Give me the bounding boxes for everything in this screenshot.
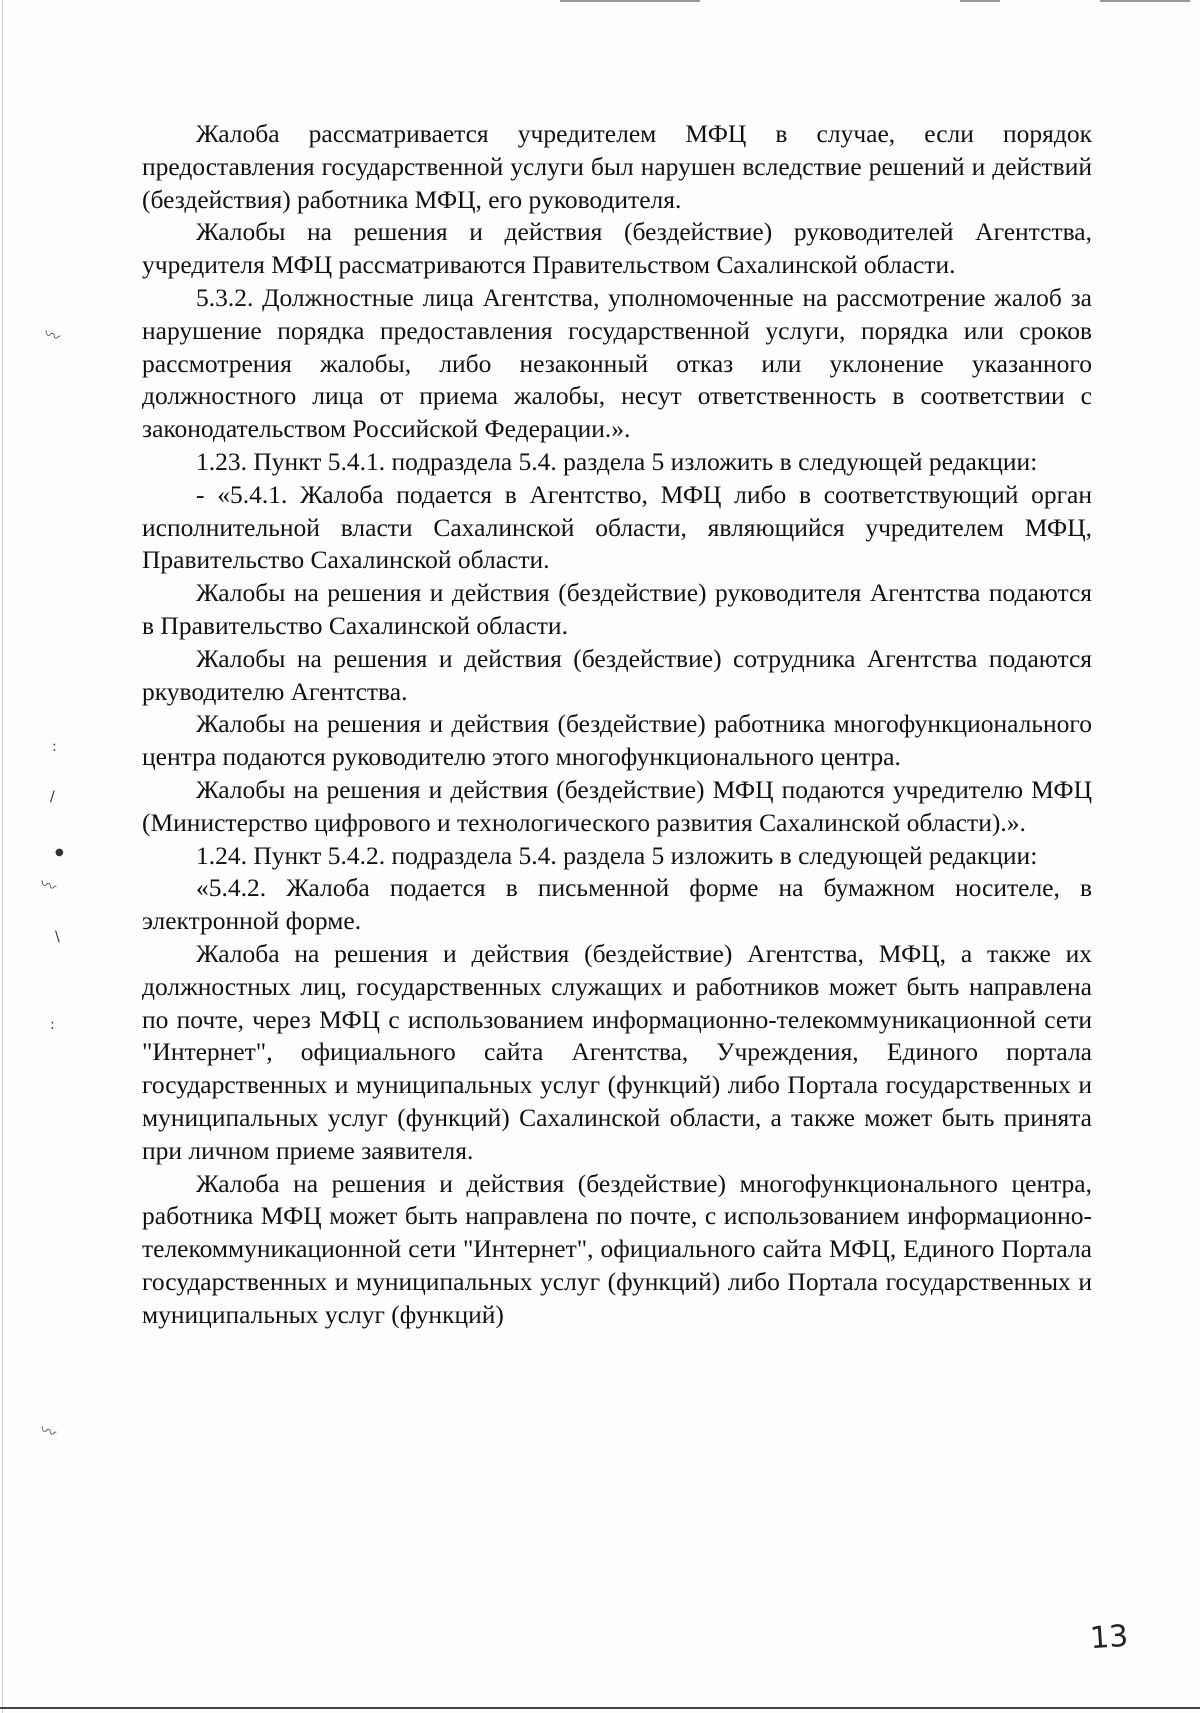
scan-artifact-left-edge: [2, 0, 3, 1713]
scan-artifact-bottom-line: [0, 1707, 1200, 1709]
paragraph-complaint-submission-channels: Жалоба на решения и действия (бездействие) Агентства, МФЦ, а также их должностных лиц, государственных служащих и работников может быть направлена по почте, через МФЦ с использованием информационно-телекоммуникационной сети "Интернет", официального сайта Агентства, Учреждения, Единого портала государственных и муниципальных услуг (функций) либо Портала государственных и муниципальных услуг (функций) Сахалинской области, а также может быть принята при личном приеме заявителя.: [142, 938, 1092, 1165]
paragraph-5-3-2: 5.3.2. Должностные лица Агентства, уполномоченные на рассмотрение жалоб за нарушение порядка предоставления государственной услуги, порядка или сроков рассмотрения жалобы, либо незаконный отказ или уклонение указанного должностного лица от приема жалобы, несут ответственность в соответствии с законодательством Российской Федерации.».: [142, 282, 1092, 444]
paragraph-1-23: 1.23. Пункт 5.4.1. подраздела 5.4. раздела 5 изложить в следующей редакции:: [196, 446, 1038, 476]
paragraph-mfc-complaint-review: Жалоба рассматривается учредителем МФЦ в случае, если порядок предоставления государственной услуги был нарушен вследствие решений и действий (бездействия) работника МФЦ, его руководителя.: [142, 119, 1092, 214]
scan-artifact-top-line: [560, 0, 700, 2]
scan-speck: 〰: [41, 323, 63, 348]
scan-speck: :: [52, 739, 57, 755]
scan-speck: ●: [55, 847, 64, 858]
scan-speck: /: [50, 789, 55, 805]
scan-speck: \: [55, 929, 60, 945]
paragraph-5-4-1: - «5.4.1. Жалоба подается в Агентство, МФЦ либо в соответствующий орган исполнительной власти Сахалинской области, являющийся учредителем МФЦ, Правительство Сахалинской области.: [142, 479, 1092, 575]
page-number: 13: [1088, 1618, 1130, 1657]
paragraph-mfc-complaints-founder: Жалобы на решения и действия (бездействие) МФЦ подаются учредителю МФЦ (Министерство цифрового и технологического развития Сахалинской области).».: [142, 774, 1092, 837]
paragraph-mfc-complaint-submission: Жалоба на решения и действия (бездействие) многофункционального центра, работника МФЦ может быть направлена по почте, с использованием информационно-телекоммуникационной сети "Интернет", официального сайта МФЦ, Единого Портала государственных и муниципальных услуг (функций) либо Портала государственных и муниципальных услуг (функций): [142, 1168, 1092, 1329]
scan-artifact-top-line-right: [1100, 0, 1190, 2]
paragraph-agency-head-complaints: Жалобы на решения и действия (бездействие) руководителя Агентства подаются в Правительство Сахалинской области.: [142, 578, 1092, 640]
scan-speck: :: [50, 1017, 55, 1033]
paragraph-1-24: 1.24. Пункт 5.4.2. подраздела 5.4. раздела 5 изложить в следующей редакции:: [196, 840, 1038, 870]
paragraph-agency-employee-complaints: Жалобы на решения и действия (бездействие) сотрудника Агентства подаются ркуводителю Агентства.: [142, 643, 1092, 706]
paragraph-agency-heads-complaints: Жалобы на решения и действия (бездействие) руководителей Агентства, учредителя МФЦ рассматриваются Правительством Сахалинской области.: [142, 217, 1092, 280]
scan-artifact-top-line-short: [960, 0, 1000, 2]
scan-speck: 〰: [37, 873, 59, 898]
paragraph-mfc-worker-complaints: Жалобы на решения и действия (бездействие) работника многофункционального центра подаются руководителю этого многофункционального центра.: [142, 709, 1092, 772]
paragraph-5-4-2: «5.4.2. Жалоба подается в письменной форме на бумажном носителе, в электронной форме.: [142, 873, 1092, 936]
document-body: [142, 118, 1092, 1331]
scan-speck: 〰: [37, 1419, 59, 1444]
